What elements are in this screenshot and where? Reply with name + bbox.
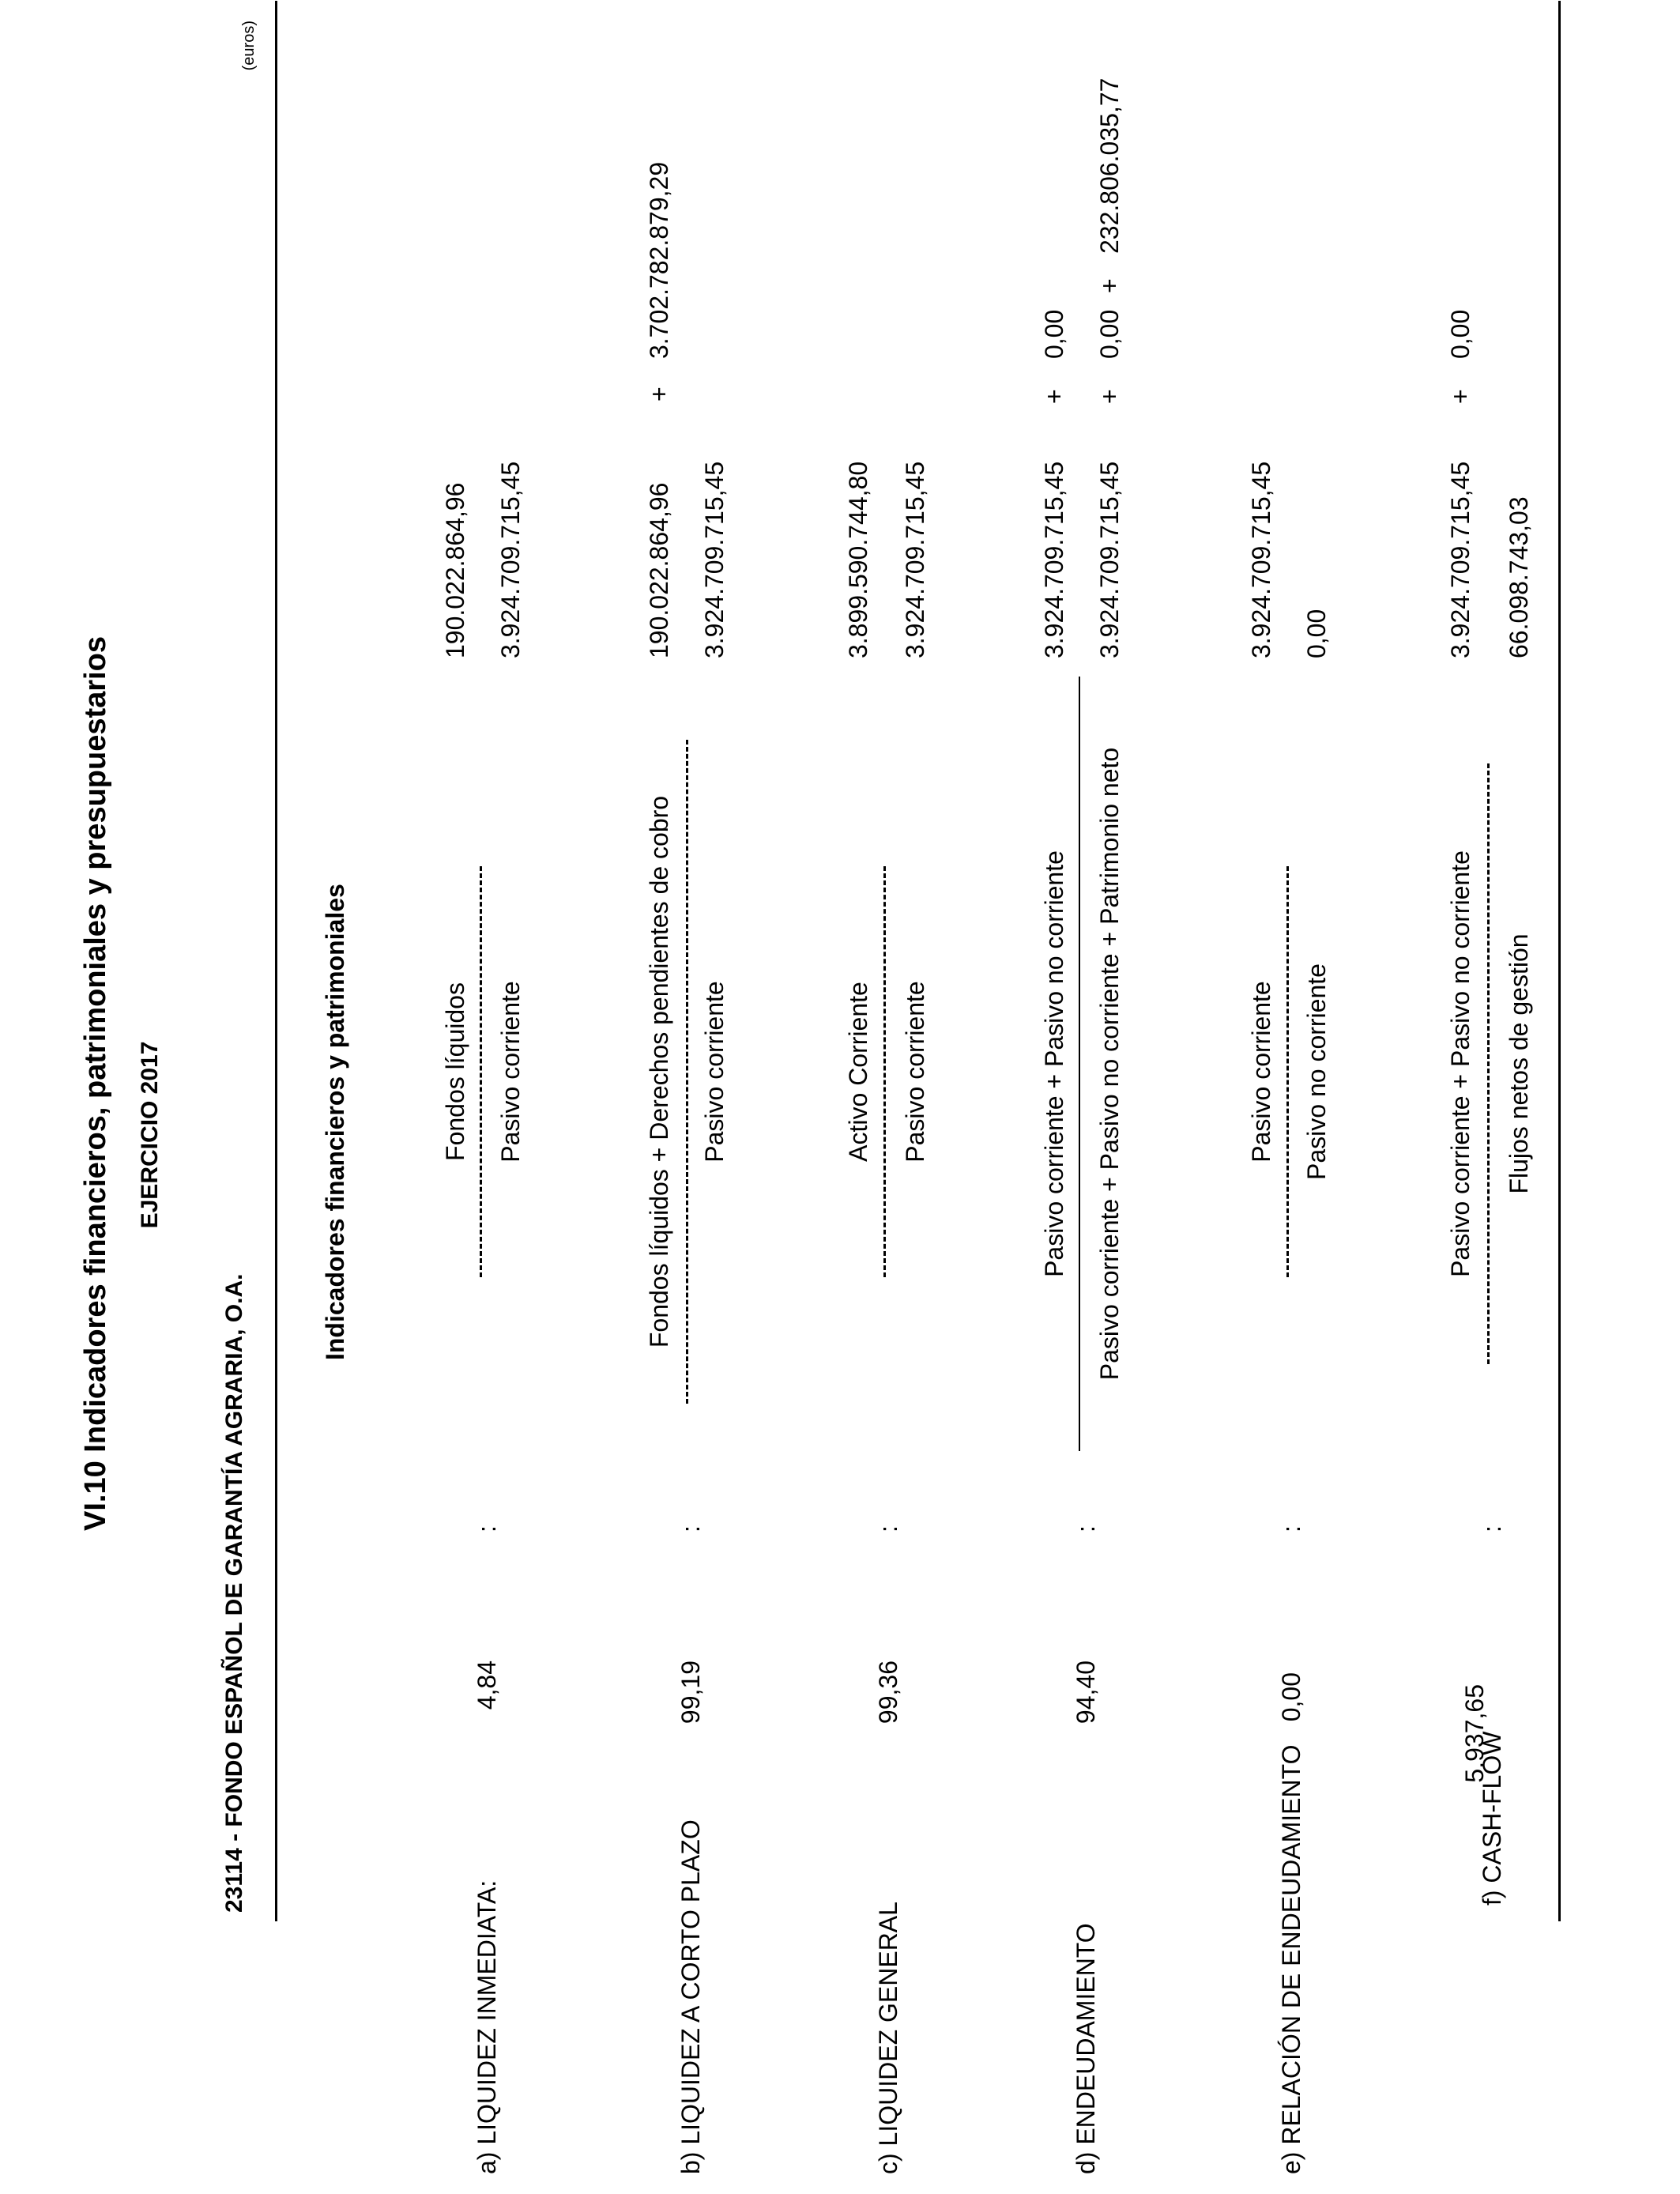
indicator-label: f) CASH-FLOW	[1478, 1731, 1506, 1906]
denominator-value: 3.924.709.715,45	[496, 461, 525, 658]
denominator-value: 3.924.709.715,45	[901, 461, 929, 658]
denominator-formula: Pasivo corriente + Pasivo no corriente + Patrimonio neto	[1095, 747, 1124, 1381]
numerator-value: 3.924.709.715,45	[1247, 461, 1275, 658]
header-rule	[275, 1, 277, 1921]
numerator-formula: Pasivo corriente + Pasivo no corriente	[1446, 850, 1475, 1277]
denominator-value: 3.924.709.715,45	[1095, 461, 1124, 658]
numerator-formula: Pasivo corriente	[1247, 981, 1275, 1163]
denominator-value: 0,00	[1302, 609, 1331, 658]
numerator-value: 0,00	[1446, 309, 1475, 359]
indicator-label: c) LIQUIDEZ GENERAL	[874, 1902, 902, 2174]
numerator-value: 3.924.709.715,45	[1446, 461, 1475, 658]
plus-sign: +	[1095, 278, 1124, 293]
indicator-colon: :	[676, 1525, 705, 1532]
fraction-line	[883, 866, 886, 1277]
indicator-label: b) LIQUIDEZ A CORTO PLAZO	[676, 1819, 705, 2174]
plus-sign: +	[1446, 389, 1475, 404]
plus-sign: +	[645, 386, 673, 401]
unit-label: (euros)	[240, 21, 258, 71]
numerator-value: 190.022.864,96	[441, 482, 469, 658]
fraction-line	[480, 866, 482, 1277]
numerator-value: 190.022.864,96	[645, 482, 673, 658]
exercise-year: EJERCICIO 2017	[137, 1041, 163, 1229]
numerator-value: 0,00	[1040, 309, 1068, 359]
indicator-value: 94,40	[1072, 1661, 1100, 1725]
denominator-formula: Pasivo corriente	[496, 981, 525, 1163]
entity-name: 23114 - FONDO ESPAÑOL DE GARANTÍA AGRARIA, O.A.	[221, 1273, 247, 1913]
indicator-value: 0,00	[1277, 1672, 1305, 1722]
denominator-value: 232.806.035,77	[1095, 77, 1124, 254]
report-title: VI.10 Indicadores financieros, patrimoniales y presupuestarios	[79, 636, 112, 1531]
denominator-formula: Pasivo corriente	[700, 981, 729, 1163]
indicator-value: 99,19	[676, 1661, 705, 1725]
section-title: Indicadores financieros y patrimoniales	[321, 884, 349, 1360]
denominator-formula: Pasivo corriente	[901, 981, 929, 1163]
indicator-colon: :	[874, 1525, 902, 1532]
indicator-colon: :	[1478, 1525, 1506, 1532]
indicator-value: 4,84	[473, 1661, 501, 1710]
numerator-value: 3.899.590.744,80	[844, 461, 872, 658]
footer-rule	[1558, 1, 1561, 1921]
fraction-line	[1079, 677, 1080, 1451]
denominator-value: 3.924.709.715,45	[700, 461, 729, 658]
denominator-formula: Pasivo no corriente	[1302, 963, 1331, 1180]
numerator-value: 3.924.709.715,45	[1040, 461, 1068, 658]
fraction-line	[1487, 763, 1490, 1364]
indicator-label: e) RELACIÓN DE ENDEUDAMIENTO	[1277, 1744, 1305, 2174]
denominator-formula: Flujos netos de gestión	[1505, 933, 1533, 1194]
indicator-value: 99,36	[874, 1661, 902, 1725]
fraction-line	[1286, 866, 1289, 1277]
indicator-label: a) LIQUIDEZ INMEDIATA:	[473, 1879, 501, 2174]
numerator-formula: Fondos líquidos	[441, 982, 469, 1161]
fraction-line	[686, 740, 688, 1404]
numerator-formula: Pasivo corriente + Pasivo no corriente	[1040, 850, 1068, 1277]
denominator-value: 0,00	[1095, 309, 1124, 359]
indicator-colon: :	[1072, 1525, 1100, 1532]
plus-sign: +	[1040, 389, 1068, 404]
indicator-label: d) ENDEUDAMIENTO	[1072, 1923, 1100, 2174]
indicator-colon: :	[473, 1525, 501, 1532]
indicator-value: 5.937,65	[1460, 1684, 1489, 1783]
numerator-formula: Activo Corriente	[844, 982, 872, 1162]
denominator-value: 66.098.743,03	[1505, 496, 1533, 658]
numerator-value: 3.702.782.879,29	[645, 161, 673, 359]
indicator-colon: :	[1277, 1525, 1305, 1532]
numerator-formula: Fondos líquidos + Derechos pendientes de cobro	[645, 795, 673, 1348]
plus-sign: +	[1095, 389, 1124, 404]
